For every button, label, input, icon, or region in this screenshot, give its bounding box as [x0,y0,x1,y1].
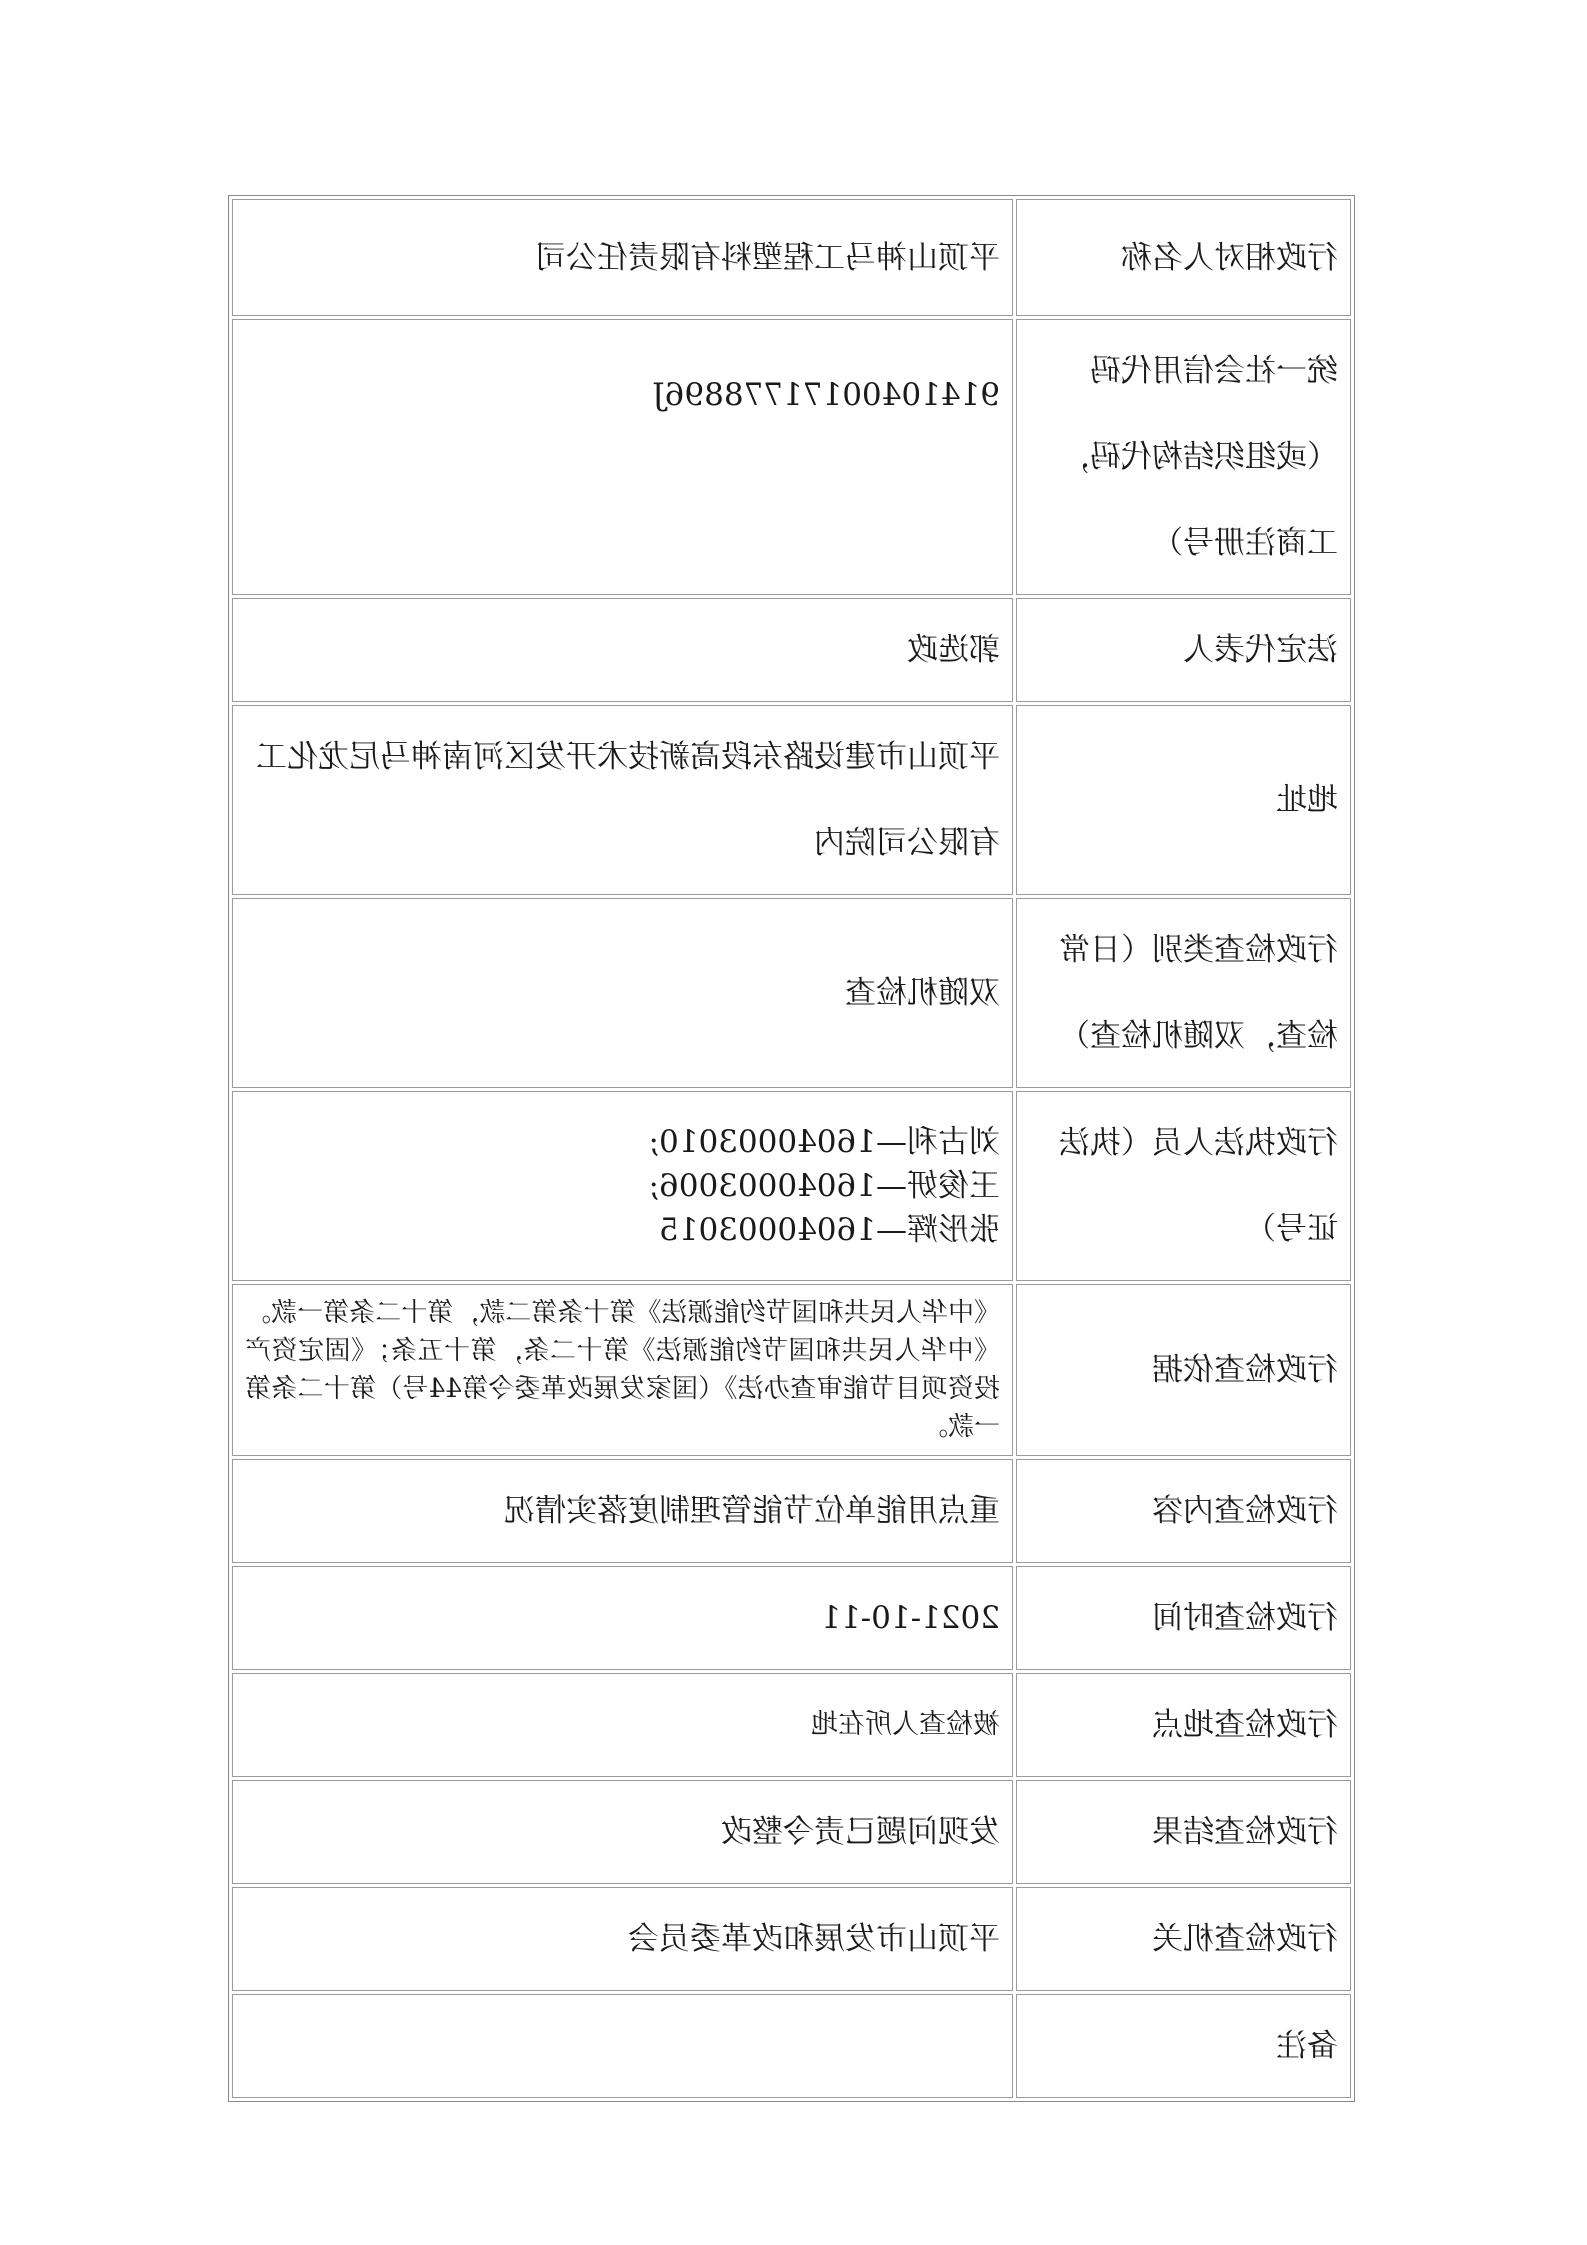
table-row [232,319,1351,595]
field-value: 双随机检查 [232,898,1013,1088]
field-value: 重点用能单位节能管理制度落实情况 [232,1459,1013,1563]
field-label: 行政检查机关 [1016,1887,1351,1991]
table-row [232,1673,1351,1777]
field-value [232,1994,1013,2098]
field-label: 地址 [1016,705,1351,895]
field-label: 行政检查依据 [1016,1284,1351,1456]
table-row [232,1780,1351,1884]
field-label: 统一社会信用代码（或组织结构代码，工商注册号） [1016,319,1351,595]
field-label: 备注 [1016,1994,1351,2098]
table-row [232,1566,1351,1670]
field-label: 法定代表人 [1016,598,1351,702]
field-value: 平顶山神马工程塑料有限责任公司 [232,199,1013,316]
table-row [232,705,1351,895]
field-value: 2021-10-11 [232,1566,1013,1670]
field-label: 行政检查类别（日常检查，双随机检查） [1016,898,1351,1088]
field-value: 被检查人所在地 [232,1673,1013,1777]
inspector-entry: 刘古利—16040003010; [648,1124,1000,1160]
field-label: 行政相对人名称 [1016,199,1351,316]
field-value: 平顶山市建设路东段高新技术开发区河南神马尼龙化工有限公司院内 [232,705,1013,895]
table-row [232,1091,1351,1281]
table-row [232,598,1351,702]
field-label: 行政检查结果 [1016,1780,1351,1884]
field-label: 行政执法人员（执法证号） [1016,1091,1351,1281]
field-label: 行政检查内容 [1016,1459,1351,1563]
field-value: 《中华人民共和国节约能源法》第十条第二款，第十二条第一款。《中华人民共和国节约能源法》第十二条，第十五条；《固定资产投资项目节能审查办法》（国家发展改革委令第44号）第十二条第一款。 [232,1284,1013,1456]
table-row [232,1459,1351,1563]
inspector-entry: 王俊妍—16040003006; [648,1168,1000,1204]
table-row [232,898,1351,1088]
inspectors-cell [232,1091,1013,1281]
table-row [232,1994,1351,2098]
table-row [232,1887,1351,1991]
field-value: 91410400171778896J [232,319,1013,595]
field-label: 行政检查时间 [1016,1566,1351,1670]
inspector-entry: 张彤辉—16040003015 [659,1212,1000,1248]
inspection-record-table [228,195,1355,2102]
field-value: 郭选政 [232,598,1013,702]
table-row [232,199,1351,316]
table-row [232,1284,1351,1456]
field-value: 平顶山市发展和改革委员会 [232,1887,1013,1991]
field-label: 行政检查地点 [1016,1673,1351,1777]
field-value: 发现问题已责令整改 [232,1780,1013,1884]
